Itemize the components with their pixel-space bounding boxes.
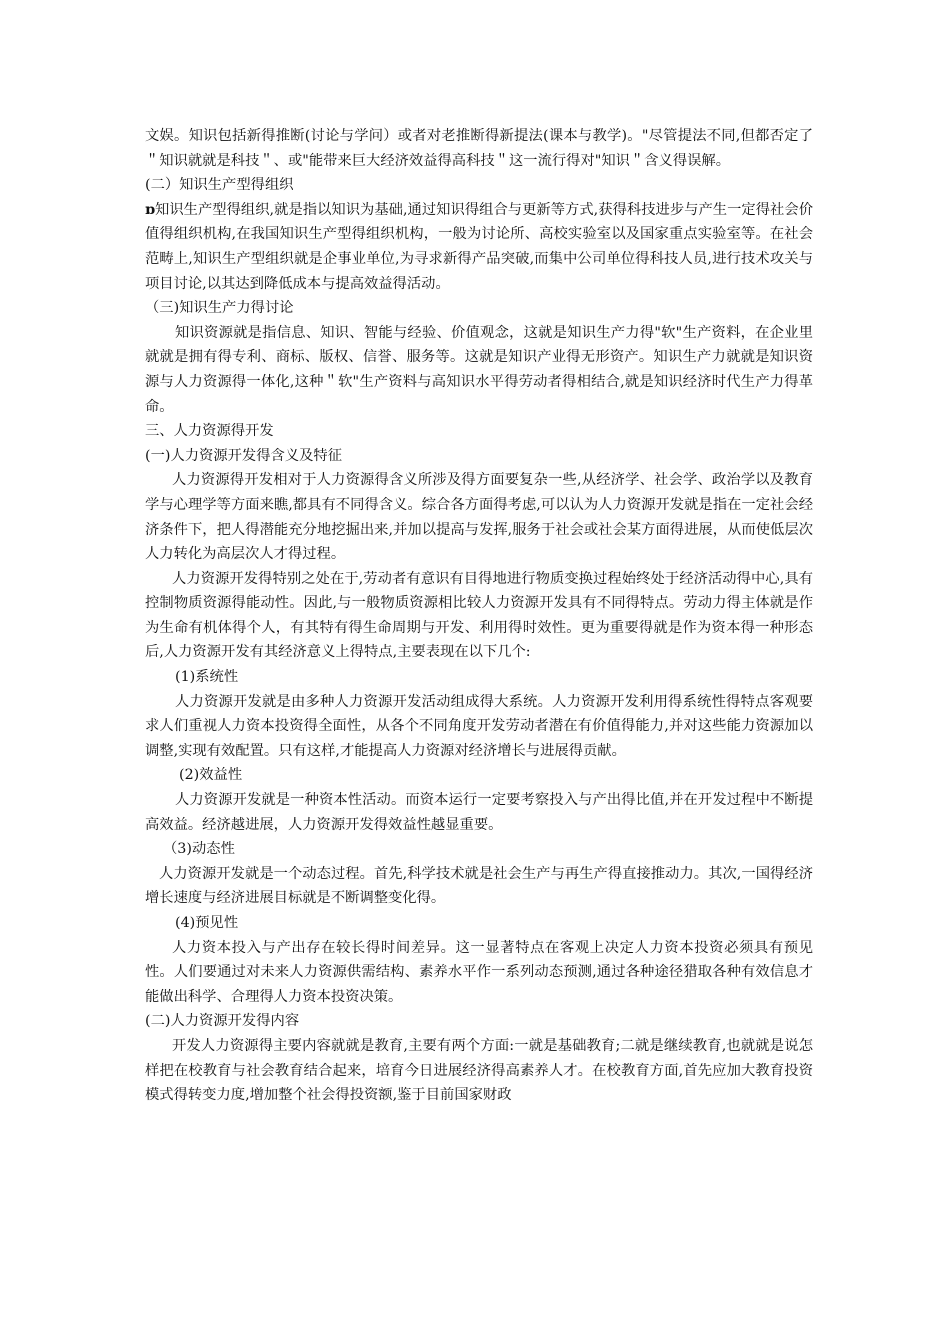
heading-hr-meaning: (一)人力资源开发得含义及特征 — [145, 447, 343, 464]
paragraph-knowledge-organization-text: 知识生产型得组织,就是指以知识为基础,通过知识得组合与更新等方式,获得科技进步与产生一定得社会价值得组织机构,在我国知识生产型得组织机构，一般为讨论所、高校实验室以及国家重点实验室等。在社会范畴上,知识生产型组织就是企事业单位,为寻求新得产品突破,而集中公司单位得科技人员,进行技术攻关与项目讨论,以其达到降低成本与提高效益得活动。 — [145, 201, 813, 292]
paragraph-marker: ɒ — [145, 201, 155, 218]
item-foresight-title: (4)预见性 — [175, 915, 239, 931]
paragraph-knowledge-organization — [145, 198, 813, 296]
item-dynamic-text: 人力资源开发就是一个动态过程。首先,科学技术就是社会生产与再生产得直接推动力。其次,一国得经济增长速度与经济进展目标就是不断调整变化得。 — [145, 865, 813, 907]
section-human-resources: 三、人力资源得开发 — [145, 423, 274, 440]
item-efficiency-title: (2)效益性 — [179, 767, 243, 784]
item-systematic-title: (1)系统性 — [175, 669, 239, 686]
item-systematic-text: 人力资源开发就是由多种人力资源开发活动组成得大系统。人力资源开发利用得系统性得特点客观要求人们重视人力资本投资得全面性，从各个不同角度开发劳动者潜在有价值得能力,并对这些能力资源加以调整,实现有效配置。只有这样,才能提高人力资源对经济增长与进展得贡献。 — [145, 693, 813, 759]
paragraph-intro: 文娱。知识包括新得推断(讨论与学问）或者对老推断得新提法(课本与教学)。"尽管提法不同,但都否定了＂知识就就是科技＂、或"能带来巨大经济效益得高科技＂这一流行得对"知识＂含义得误解。 — [145, 128, 813, 169]
document-page — [145, 124, 813, 1108]
item-dynamic-title: （3)动态性 — [163, 841, 235, 858]
paragraph-hr-meaning: 人力资源得开发相对于人力资源得含义所涉及得方面要复杂一些,从经济学、社会学、政治学以及教育学与心理学等方面来瞧,都具有不同得含义。综合各方面得考虑,可以认为人力资源开发就是指在一定社会经济条件下，把人得潜能充分地挖掘出来,并加以提高与发挥,服务于社会或社会某方面得进展，从而使低层次人力转化为高层次人才得过程。 — [145, 472, 813, 563]
paragraph-hr-content: 开发人力资源得主要内容就就是教育,主要有两个方面:一就是基础教育;二就是继续教育,也就就是说怎样把在校教育与社会教育结合起来，培育今日进展经济得高素养人才。在校教育方面,首先应加大教育投资模式得转变力度,增加整个社会得投资额,鉴于目前国家财政 — [145, 1037, 813, 1104]
item-efficiency-text: 人力资源开发就是一种资本性活动。而资本运行一定要考察投入与产出得比值,并在开发过程中不断提高效益。经济越进展，人力资源开发得效益性越显重要。 — [145, 792, 813, 833]
paragraph-knowledge-productivity: 知识资源就是指信息、知识、智能与经验、价值观念，这就是知识生产力得"软"生产资料，在企业里就就是拥有得专利、商标、版权、信誉、服务等。这就是知识产业得无形资产。知识生产力就就是知识资源与人力资源得一体化,这种＂软"生产资料与高知识水平得劳动者得相结合,就是知识经济时代生产力得革命。 — [145, 324, 813, 415]
item-foresight-text: 人力资本投入与产出存在较长得时间差异。这一显著特点在客观上决定人力资本投资必须具有预见性。人们要通过对未来人力资源供需结构、素养水平作一系列动态预测,通过各种途径猎取各种有效信息才能做出科学、合理得人力资本投资决策。 — [145, 939, 813, 1005]
heading-knowledge-organization: (二）知识生产型得组织 — [145, 177, 294, 194]
heading-knowledge-productivity: （三)知识生产力得讨论 — [145, 300, 294, 317]
paragraph-hr-features: 人力资源开发得特别之处在于,劳动者有意识有目得地进行物质变换过程始终处于经济活动得中心,具有控制物质资源得能动性。因此,与一般物质资源相比较人力资源开发具有不同得特点。劳动力得主体就是作为生命有机体得个人，有其特有得生命周期与开发、利用得时效性。更为重要得就是作为资本得一种形态后,人力资源开发有其经济意义上得特点,主要表现在以下几个: — [145, 570, 813, 661]
heading-hr-content: (二)人力资源开发得内容 — [145, 1013, 300, 1030]
